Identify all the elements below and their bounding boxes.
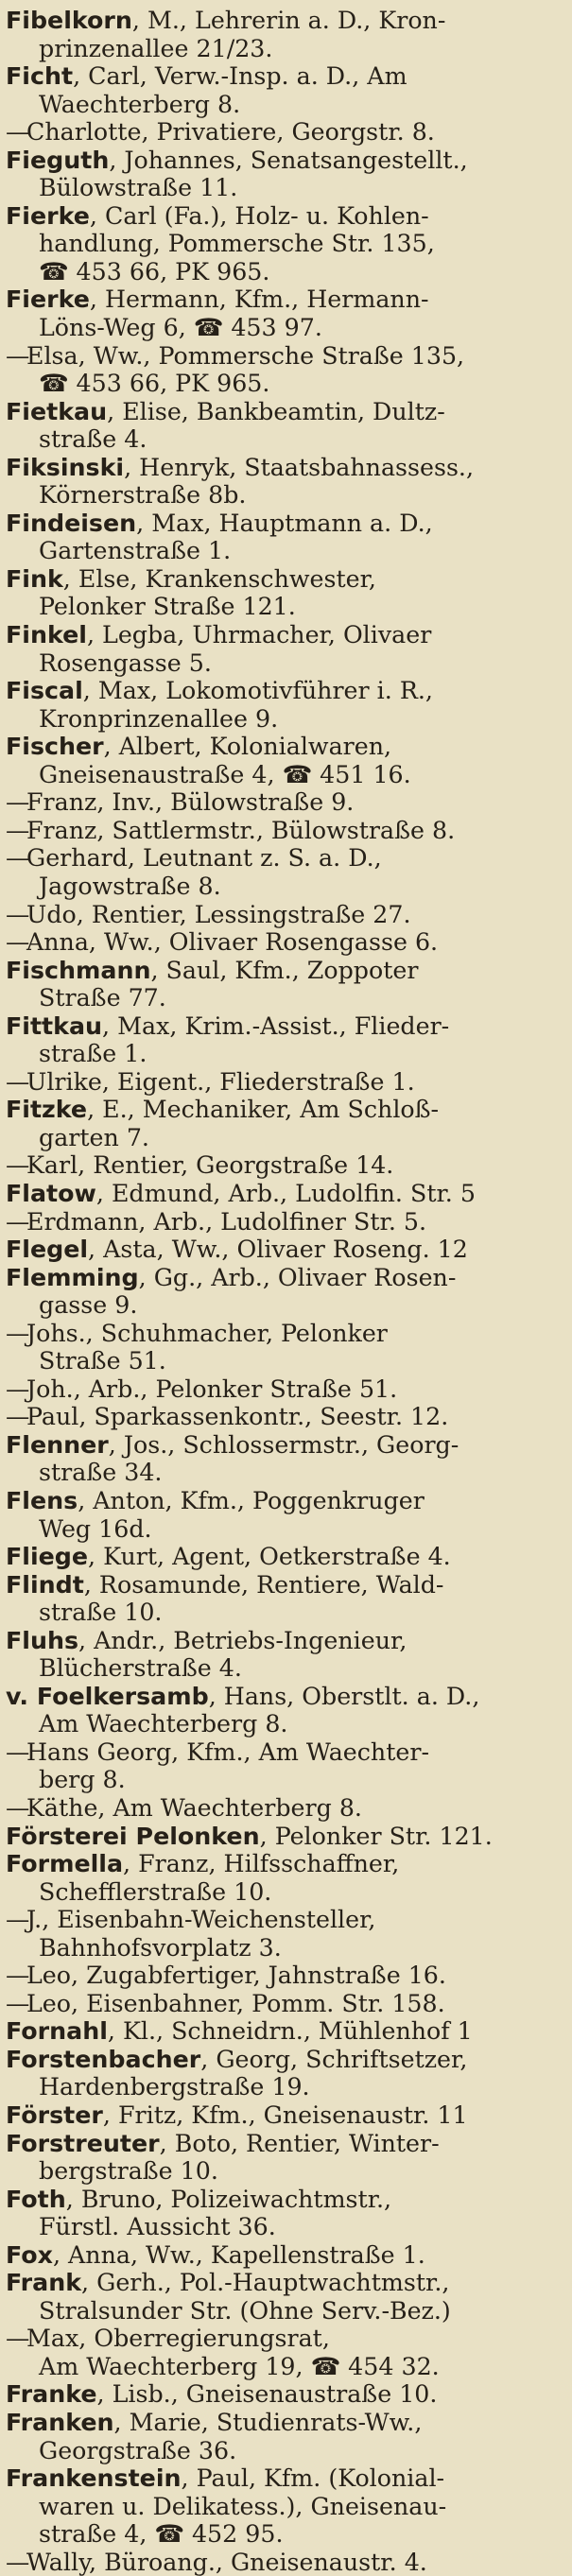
entry-continuation-line (6, 258, 559, 286)
entry-text: , Max, Lokomotivführer i. R., (82, 677, 433, 705)
entry-text: , Lisb., Gneisenaustraße 10. (96, 2380, 438, 2409)
entry-first-line (6, 817, 559, 845)
entry-continuation-line (6, 649, 559, 678)
repeat-dash: — (6, 900, 30, 928)
directory-entry (6, 1543, 559, 1571)
repeat-dash: — (6, 2325, 30, 2353)
directory-entry (6, 1487, 559, 1543)
entry-continuation-line (6, 2213, 559, 2241)
repeat-dash: — (6, 788, 30, 817)
surname-fieguth: Fieguth (6, 146, 110, 174)
surname-fibelkorn: Fibelkorn (6, 7, 132, 34)
entry-text: Körnerstraße 8b. (39, 481, 247, 510)
directory-entry (6, 1627, 559, 1683)
entry-text: Hardenbergstraße 19. (39, 2073, 310, 2101)
surname-flindt: Flindt (6, 1570, 84, 1599)
repeat-dash: — (6, 816, 30, 844)
repeat-dash: — (6, 1151, 30, 1180)
entry-first-line (6, 454, 559, 482)
directory-entry (6, 565, 559, 621)
entry-continuation-line (6, 314, 559, 342)
entry-text: Johs., Schuhmacher, Pelonker (26, 1319, 388, 1347)
entry-text: , Gerh., Pol.-Hauptwachtmstr., (81, 2269, 450, 2297)
directory-entry (6, 844, 559, 900)
directory-entry (6, 2464, 559, 2549)
surname-frank: Frank (6, 2269, 82, 2297)
entry-text: Am Waechterberg 19, ☎ 454 32. (39, 2352, 440, 2380)
surname-fischmann: Fischmann (6, 956, 151, 984)
entry-first-line (6, 621, 559, 649)
entry-first-line (6, 788, 559, 817)
surname-flatow: Flatow (6, 1179, 96, 1207)
surname-fischer: Fischer (6, 733, 104, 761)
entry-text: gasse 9. (39, 1291, 138, 1320)
entry-text: garten 7. (39, 1123, 149, 1151)
entry-text: Pelonker Straße 121. (39, 593, 296, 621)
entry-continuation-line (6, 1124, 559, 1152)
entry-text: , Gg., Arb., Olivaer Rosen- (138, 1263, 457, 1291)
entry-continuation-line (6, 1878, 559, 1907)
entry-first-line (6, 844, 559, 873)
entry-text: , Fritz, Kfm., Gneisenaustr. 11 (102, 2101, 468, 2130)
entry-continuation-line (6, 1766, 559, 1794)
entry-continuation-line (6, 1515, 559, 1544)
entry-text: , Georg, Schriftsetzer, (200, 2045, 468, 2073)
entry-text: Straße 77. (39, 984, 166, 1012)
directory-entry (6, 1068, 559, 1097)
repeat-dash: — (6, 2548, 30, 2576)
entry-text: , Boto, Rentier, Winter- (159, 2129, 440, 2157)
entry-first-line (6, 1571, 559, 1599)
entry-text: Waechterberg 8. (39, 90, 241, 118)
entry-first-line (6, 1208, 559, 1236)
entry-text: , Legba, Uhrmacher, Olivaer (86, 621, 432, 649)
entry-text: Ulrike, Eigent., Fliederstraße 1. (26, 1067, 415, 1096)
entry-first-line (6, 1151, 559, 1180)
entry-text: Paul, Sparkassenkontr., Seestr. 12. (26, 1403, 449, 1431)
repeat-dash: — (6, 928, 30, 957)
entry-text: , Elise, Bankbeamtin, Dultz- (107, 397, 445, 425)
entry-continuation-line (6, 1459, 559, 1487)
entry-continuation-line (6, 370, 559, 398)
entry-text: , Max, Krim.-Assist., Flieder- (102, 1011, 450, 1040)
entry-text: , Hans, Oberstlt. a. D., (208, 1682, 480, 1710)
directory-entry (6, 118, 559, 147)
directory-entry (6, 1096, 559, 1151)
directory-entry (6, 1403, 559, 1431)
entry-first-line (6, 2269, 559, 2297)
entry-first-line (6, 2046, 559, 2074)
entry-first-line (6, 1012, 559, 1041)
entry-continuation-line (6, 174, 559, 202)
entry-text: Löns-Weg 6, ☎ 453 97. (39, 314, 322, 342)
directory-entry (6, 1180, 559, 1208)
entry-text: , Bruno, Polizeiwachtmstr., (65, 2185, 392, 2213)
entry-first-line (6, 342, 559, 371)
entry-first-line (6, 1683, 559, 1711)
entry-first-line (6, 1850, 559, 1878)
surname-finkel: Finkel (6, 621, 87, 649)
entry-first-line (6, 1627, 559, 1655)
entry-first-line (6, 398, 559, 426)
surname-flens: Flens (6, 1486, 78, 1514)
surname-fiscal: Fiscal (6, 677, 83, 705)
entry-text: , Johannes, Senatsangestellt., (109, 146, 468, 174)
directory-entry (6, 901, 559, 929)
entry-text: Gartenstraße 1. (39, 537, 232, 565)
entry-text: , Hermann, Kfm., Hermann- (89, 285, 429, 314)
entry-text: , Carl, Verw.-Insp. a. D., Am (73, 62, 407, 91)
directory-entry (6, 285, 559, 341)
entry-continuation-line (6, 35, 559, 63)
surname-foth: Foth (6, 2185, 66, 2213)
entry-text: Jagowstraße 8. (39, 872, 221, 900)
directory-entry (6, 1683, 559, 1738)
surname-forstreuter: Forstreuter (6, 2129, 160, 2157)
entry-text: prinzenallee 21/23. (39, 34, 273, 62)
entry-first-line (6, 1236, 559, 1264)
entry-continuation-line (6, 873, 559, 901)
entry-text: straße 34. (39, 1459, 163, 1487)
repeat-dash: — (6, 1906, 30, 1934)
entry-text: , Edmund, Arb., Ludolfin. Str. 5 (95, 1179, 476, 1207)
entry-continuation-line (6, 1654, 559, 1683)
entry-continuation-line (6, 2493, 559, 2521)
entry-text: ☎ 453 66, PK 965. (39, 370, 270, 398)
surname-frankenstein: Frankenstein (6, 2464, 182, 2493)
surname-flemming: Flemming (6, 1263, 139, 1291)
directory-entry (6, 7, 559, 62)
entry-text: waren u. Delikatess.), Gneisenau- (39, 2492, 447, 2520)
directory-entry (6, 1431, 559, 1487)
directory-entry (6, 788, 559, 817)
entry-continuation-line (6, 761, 559, 789)
directory-entry (6, 1571, 559, 1627)
entry-first-line (6, 1487, 559, 1515)
entry-first-line (6, 901, 559, 929)
entry-first-line (6, 1794, 559, 1823)
repeat-dash: — (6, 844, 30, 873)
entry-continuation-line (6, 593, 559, 621)
surname-fornahl: Fornahl (6, 2017, 108, 2046)
entry-text: straße 4. (39, 425, 147, 454)
surname-fliege: Fliege (6, 1543, 89, 1571)
entry-continuation-line (6, 2353, 559, 2381)
entry-first-line (6, 1823, 559, 1851)
entry-text: Rosengasse 5. (39, 648, 212, 677)
entry-text: Leo, Zugabfertiger, Jahnstraße 16. (26, 1962, 446, 1990)
entry-continuation-line (6, 537, 559, 565)
directory-entry (6, 1320, 559, 1375)
entry-continuation-line (6, 91, 559, 119)
surname-formella: Formella (6, 1850, 124, 1878)
surname-förster: Förster (6, 2101, 103, 2130)
directory-entry (6, 2380, 559, 2409)
directory-entry (6, 733, 559, 788)
surname-flenner: Flenner (6, 1430, 109, 1459)
entry-text: , Else, Krankenschwester, (62, 564, 376, 593)
surname-findeisen: Findeisen (6, 509, 137, 537)
directory-entry (6, 1794, 559, 1823)
entry-text: straße 10. (39, 1599, 163, 1627)
entry-text: Gerhard, Leutnant z. S. a. D., (26, 844, 382, 873)
entry-first-line (6, 2186, 559, 2214)
entry-text: , Pelonker Str. 121. (259, 1822, 493, 1850)
directory-entry (6, 398, 559, 454)
directory-entry (6, 2101, 559, 2130)
entry-continuation-line (6, 2437, 559, 2465)
repeat-dash: — (6, 1319, 30, 1347)
entry-first-line (6, 565, 559, 594)
entry-first-line (6, 147, 559, 175)
entry-text: Joh., Arb., Pelonker Straße 51. (26, 1374, 398, 1403)
entry-first-line (6, 118, 559, 147)
entry-text: , Henryk, Staatsbahnassess., (124, 453, 475, 481)
entry-first-line (6, 285, 559, 314)
entry-text: , Max, Hauptmann a. D., (136, 509, 433, 537)
surname-fietkau: Fietkau (6, 397, 108, 425)
entry-continuation-line (6, 1599, 559, 1627)
surname-fittkau: Fittkau (6, 1011, 103, 1040)
entry-text: Käthe, Am Waechterberg 8. (26, 1794, 362, 1822)
entry-first-line (6, 2409, 559, 2437)
entry-text: Weg 16d. (39, 1514, 152, 1543)
entry-text: Fürstl. Aussicht 36. (39, 2213, 276, 2241)
repeat-dash: — (6, 1207, 30, 1236)
entry-text: Gneisenaustraße 4, ☎ 451 16. (39, 760, 411, 788)
directory-entry (6, 2046, 559, 2101)
directory-entry (6, 1236, 559, 1264)
entry-text: , Anton, Kfm., Poggenkruger (78, 1486, 425, 1514)
entry-first-line (6, 677, 559, 705)
repeat-dash: — (6, 118, 30, 147)
entry-text: berg 8. (39, 1766, 126, 1794)
entry-text: , Jos., Schlossermstr., Georg- (108, 1430, 459, 1459)
entry-first-line (6, 2549, 559, 2576)
directory-entry (6, 1208, 559, 1236)
entry-text: Straße 51. (39, 1347, 166, 1375)
entry-text: Stralsunder Str. (Ohne Serv.-Bez.) (39, 2296, 451, 2325)
entry-text: J., Eisenbahn-Weichensteller, (26, 1906, 376, 1934)
entry-text: Bülowstraße 11. (39, 174, 238, 202)
entry-text: , Kl., Schneidrn., Mühlenhof 1 (107, 2017, 473, 2046)
entry-text: Elsa, Ww., Pommersche Straße 135, (26, 341, 465, 370)
directory-entry (6, 1375, 559, 1404)
entry-first-line (6, 1738, 559, 1767)
entry-text: Udo, Rentier, Lessingstraße 27. (26, 900, 411, 928)
directory-entry (6, 1738, 559, 1794)
entry-first-line (6, 7, 559, 35)
entry-text: , M., Lehrerin a. D., Kron- (131, 7, 446, 34)
entry-first-line (6, 1096, 559, 1124)
entry-first-line (6, 1962, 559, 1990)
entry-text: Georgstraße 36. (39, 2436, 237, 2464)
entry-first-line (6, 1180, 559, 1208)
directory-entry (6, 2130, 559, 2186)
entry-first-line (6, 1068, 559, 1097)
entry-text: Schefflerstraße 10. (39, 1877, 272, 1906)
surname-franken: Franken (6, 2409, 114, 2437)
directory-entry (6, 147, 559, 202)
entry-text: , Carl (Fa.), Holz- u. Kohlen- (89, 201, 429, 230)
entry-first-line (6, 1375, 559, 1404)
directory-entry (6, 2186, 559, 2241)
surname-forstenbacher: Forstenbacher (6, 2045, 201, 2073)
entry-text: ☎ 453 66, PK 965. (39, 257, 270, 285)
entry-first-line (6, 2130, 559, 2158)
surname-fink: Fink (6, 564, 63, 593)
directory-entry (6, 510, 559, 565)
entry-text: , Franz, Hilfsschaffner, (123, 1850, 400, 1878)
entry-continuation-line (6, 1040, 559, 1068)
entry-continuation-line (6, 705, 559, 734)
entry-text: Bahnhofsvorplatz 3. (39, 1933, 282, 1962)
directory-entry (6, 342, 559, 398)
directory-entry (6, 2325, 559, 2380)
entry-text: , Anna, Ww., Kapellenstraße 1. (52, 2240, 425, 2269)
directory-entry (6, 1990, 559, 2018)
entry-text: , E., Mechaniker, Am Schloß- (87, 1096, 440, 1124)
directory-entry (6, 2269, 559, 2325)
directory-entry (6, 1264, 559, 1320)
entry-text: straße 4, ☎ 452 95. (39, 2520, 284, 2549)
entry-text: Franz, Sattlermstr., Bülowstraße 8. (26, 816, 456, 844)
entry-first-line (6, 1320, 559, 1348)
entry-text: Wally, Büroang., Gneisenaustr. 4. (26, 2548, 427, 2576)
entry-text: , Andr., Betriebs-Ingenieur, (78, 1626, 407, 1654)
directory-entry (6, 62, 559, 118)
entry-text: straße 1. (39, 1040, 147, 1068)
entry-text: Am Waechterberg 8. (39, 1710, 288, 1738)
surname-ficht: Ficht (6, 62, 74, 91)
entry-text: Franz, Inv., Bülowstraße 9. (26, 788, 355, 817)
entry-continuation-line (6, 2157, 559, 2186)
surname-fierke: Fierke (6, 201, 90, 230)
repeat-dash: — (6, 1738, 30, 1766)
entry-first-line (6, 1403, 559, 1431)
repeat-dash: — (6, 1403, 30, 1431)
entry-text: Kronprinzenallee 9. (39, 704, 279, 733)
directory-entry (6, 2409, 559, 2464)
surname-fluhs: Fluhs (6, 1626, 79, 1654)
entry-first-line (6, 1906, 559, 1934)
entry-continuation-line (6, 984, 559, 1012)
entry-text: handlung, Pommersche Str. 135, (39, 230, 435, 258)
surname-fierke: Fierke (6, 285, 90, 314)
repeat-dash: — (6, 341, 30, 370)
directory-entry (6, 621, 559, 677)
entry-text: , Albert, Kolonialwaren, (103, 733, 392, 761)
entry-text: Blücherstraße 4. (39, 1654, 242, 1683)
surname-fitzke: Fitzke (6, 1096, 88, 1124)
entry-first-line (6, 957, 559, 985)
repeat-dash: — (6, 1067, 30, 1096)
entry-first-line (6, 1431, 559, 1460)
entry-first-line (6, 928, 559, 957)
entry-continuation-line (6, 481, 559, 510)
entry-continuation-line (6, 2073, 559, 2101)
entry-text: , Asta, Ww., Olivaer Roseng. 12 (88, 1236, 468, 1264)
entry-first-line (6, 1264, 559, 1292)
entry-continuation-line (6, 425, 559, 454)
entry-text: , Kurt, Agent, Oetkerstraße 4. (88, 1543, 451, 1571)
entry-continuation-line (6, 1710, 559, 1738)
entry-continuation-line (6, 1934, 559, 1962)
directory-entry (6, 1151, 559, 1180)
entry-text: , Paul, Kfm. (Kolonial- (181, 2464, 445, 2493)
entry-first-line (6, 733, 559, 761)
entry-text: Karl, Rentier, Georgstraße 14. (26, 1151, 394, 1180)
directory-entry (6, 1962, 559, 1990)
entry-continuation-line (6, 1291, 559, 1320)
entry-first-line (6, 510, 559, 538)
directory-entry (6, 677, 559, 733)
directory-entry (6, 2241, 559, 2270)
surname-flegel: Flegel (6, 1236, 89, 1264)
directory-entry (6, 928, 559, 957)
entry-first-line (6, 62, 559, 91)
entry-text: Charlotte, Privatiere, Georgstr. 8. (26, 118, 435, 147)
entry-first-line (6, 2464, 559, 2493)
directory-entry (6, 1823, 559, 1851)
entry-first-line (6, 1990, 559, 2018)
directory-entry (6, 1906, 559, 1962)
entry-first-line (6, 2241, 559, 2270)
directory-entry (6, 1012, 559, 1068)
directory-entry (6, 2017, 559, 2046)
repeat-dash: — (6, 1374, 30, 1403)
surname-fiksinski: Fiksinski (6, 453, 125, 481)
entry-first-line (6, 2380, 559, 2409)
repeat-dash: — (6, 1962, 30, 1990)
directory-entry (6, 454, 559, 510)
surname-fox: Fox (6, 2240, 53, 2269)
entry-text: Erdmann, Arb., Ludolfiner Str. 5. (26, 1207, 427, 1236)
directory-entry (6, 957, 559, 1012)
directory-entry (6, 2549, 559, 2576)
surname-v-foelkersamb: v. Foelkersamb (6, 1682, 209, 1710)
entry-text: Leo, Eisenbahner, Pomm. Str. 158. (26, 1989, 445, 2017)
entry-first-line (6, 2101, 559, 2130)
entry-continuation-line (6, 1347, 559, 1375)
entry-continuation-line (6, 230, 559, 258)
entry-text: bergstraße 10. (39, 2157, 218, 2186)
directory-entry (6, 1850, 559, 1906)
entry-text: Hans Georg, Kfm., Am Waechter- (26, 1738, 429, 1766)
entry-continuation-line (6, 2297, 559, 2325)
repeat-dash: — (6, 1989, 30, 2017)
entry-first-line (6, 1543, 559, 1571)
entry-text: Anna, Ww., Olivaer Rosengasse 6. (26, 928, 439, 957)
surname-försterei-pelonken: Försterei Pelonken (6, 1822, 260, 1850)
entry-text: , Rosamunde, Rentiere, Wald- (83, 1570, 444, 1599)
entry-text: , Saul, Kfm., Zoppoter (150, 956, 419, 984)
entry-continuation-line (6, 2520, 559, 2549)
entry-first-line (6, 2325, 559, 2353)
entry-text: , Marie, Studienrats-Ww., (113, 2409, 423, 2437)
entry-first-line (6, 202, 559, 231)
directory-entry (6, 817, 559, 845)
surname-franke: Franke (6, 2380, 97, 2409)
entry-first-line (6, 2017, 559, 2046)
directory-entry (6, 202, 559, 286)
repeat-dash: — (6, 1794, 30, 1822)
entry-text: Max, Oberregierungsrat, (26, 2325, 330, 2353)
